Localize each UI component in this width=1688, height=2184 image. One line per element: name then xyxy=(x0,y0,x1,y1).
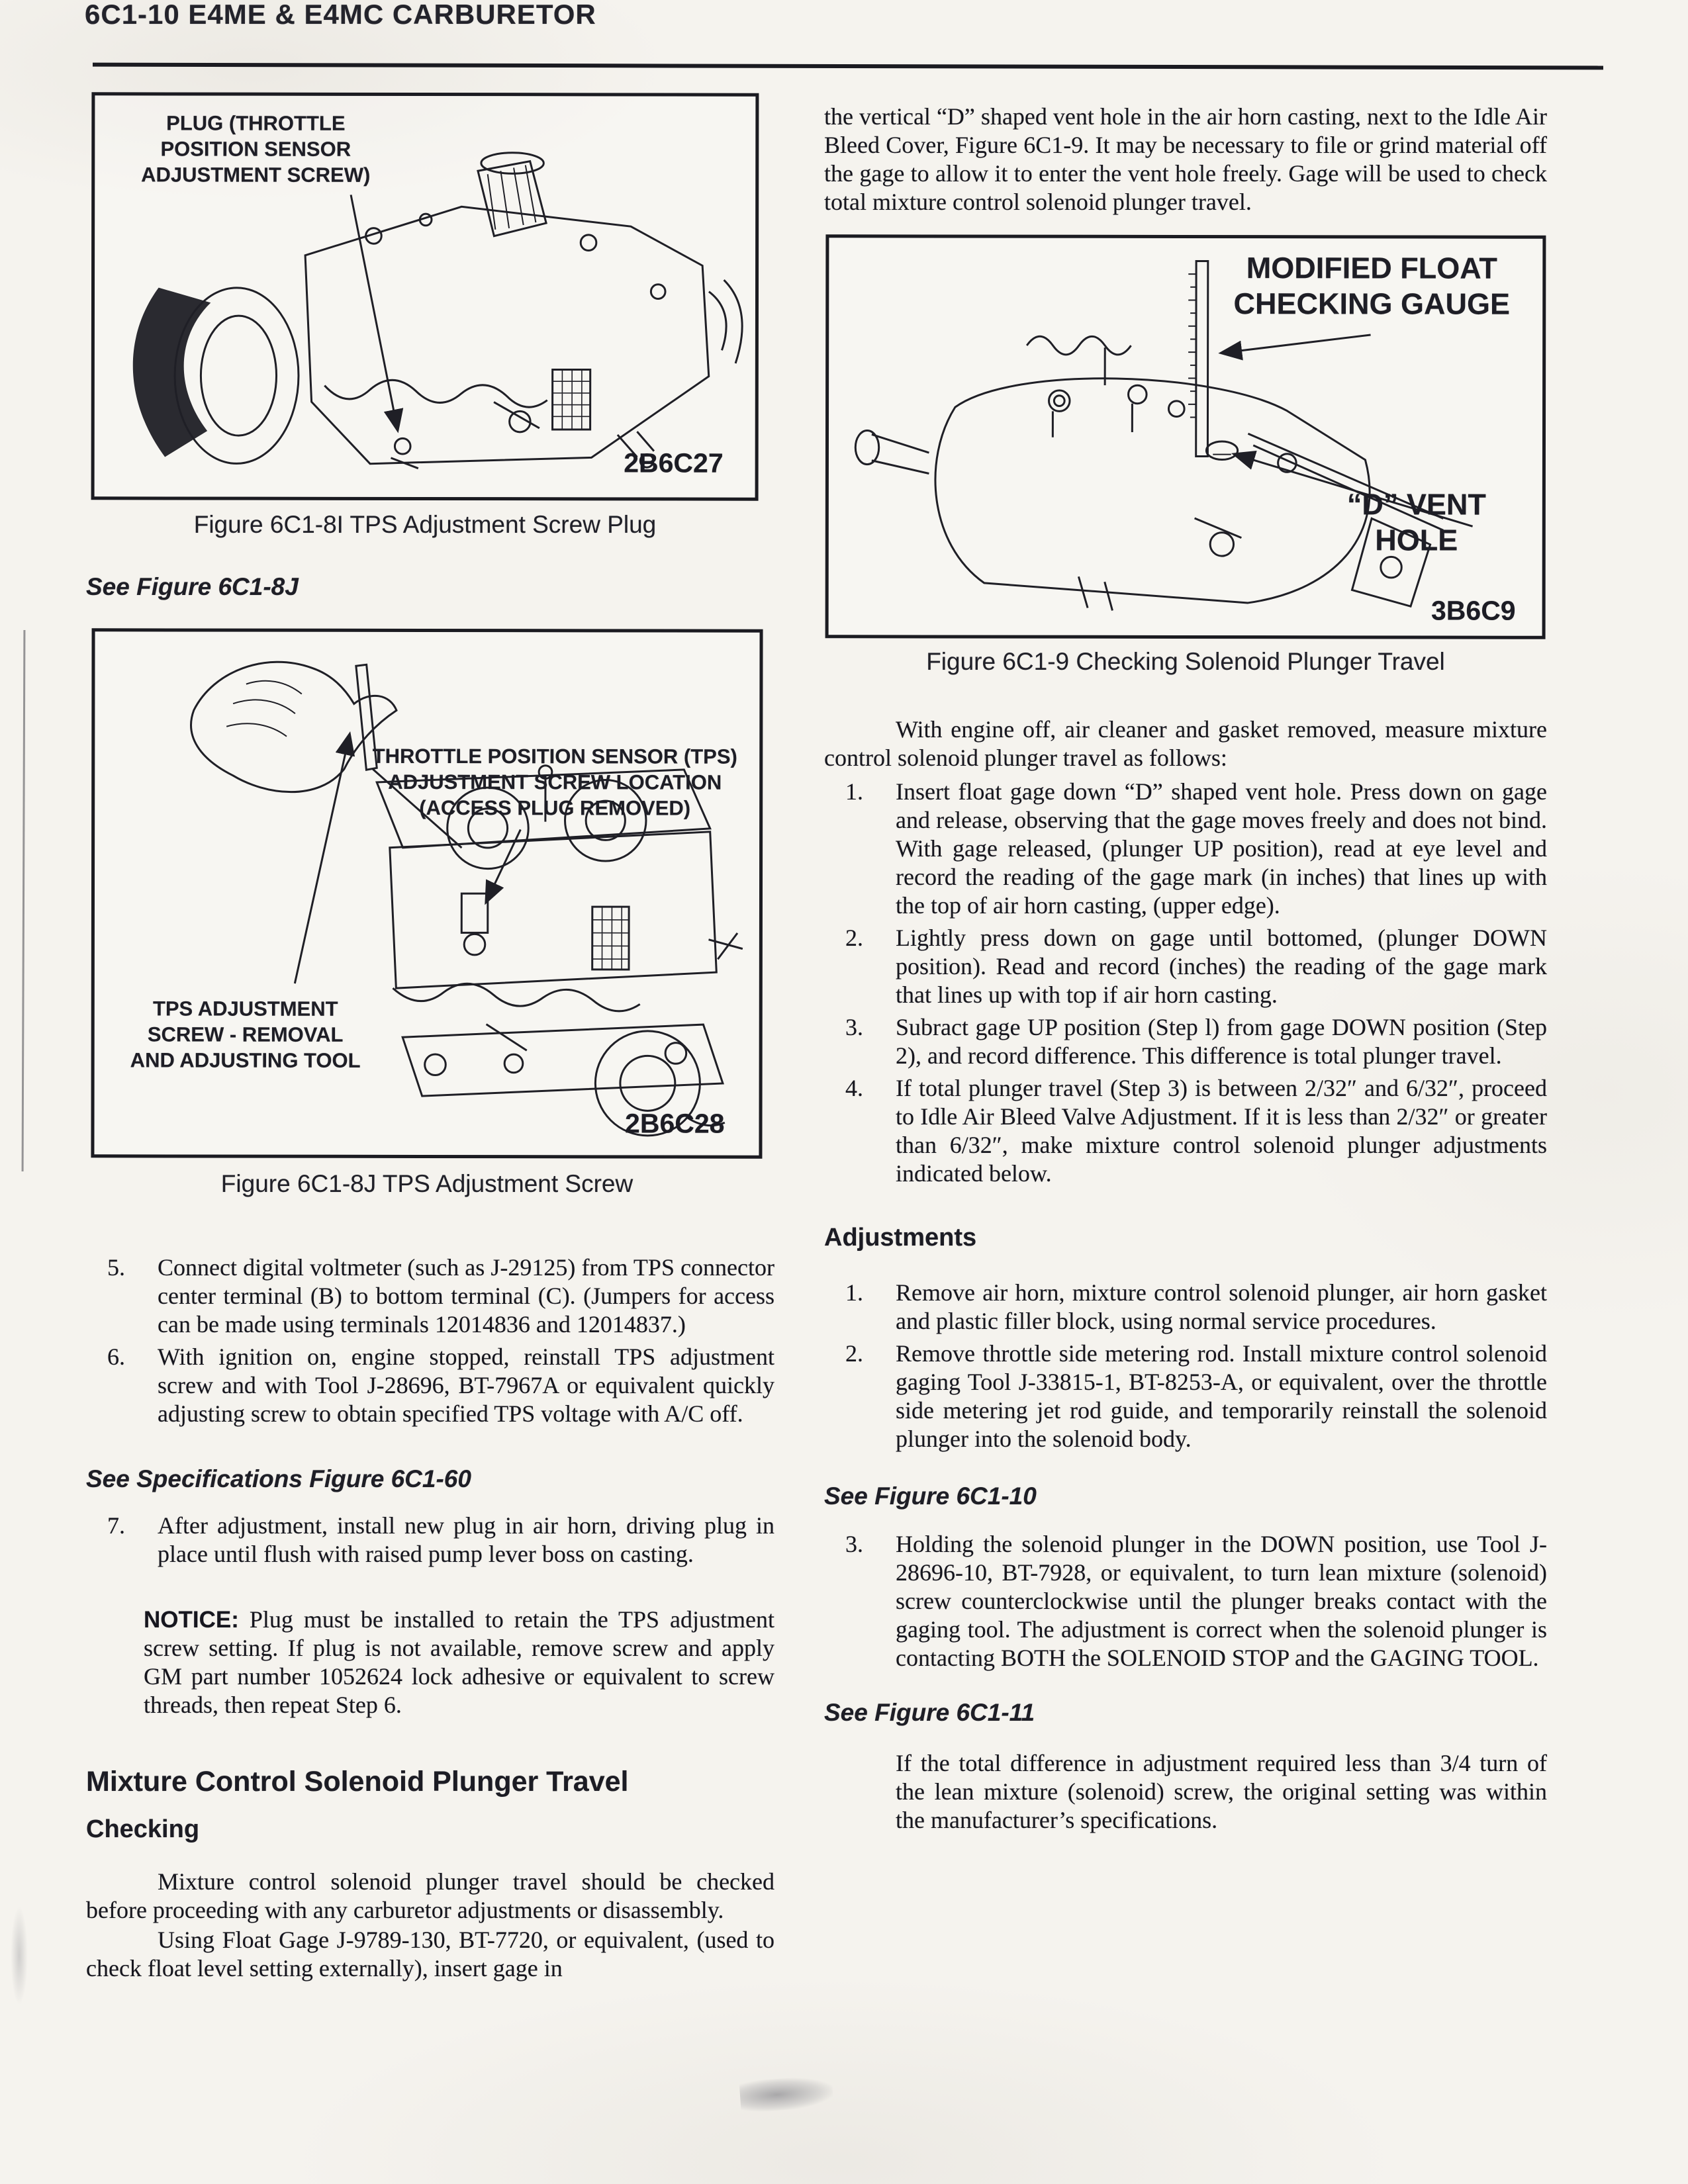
adjust-step-3 xyxy=(824,1530,1547,1672)
figure-6c1-8i xyxy=(91,92,759,500)
figure-8j-caption-wrap xyxy=(91,1170,763,1198)
figure-label-checking-gauge: MODIFIED FLOAT CHECKING GAUGE xyxy=(1233,251,1511,321)
check-step-2-text: Lightly press down on gage until bottomed, (plunger DOWN position). Read and record (inches) the reading of the gage mark that lines up with top if air horn casting. xyxy=(896,925,1547,1008)
see-figure-11-ref: See Figure 6C1-11 xyxy=(824,1699,1035,1726)
see-figure-8j-ref: See Figure 6C1-8J xyxy=(86,573,299,600)
page-header xyxy=(85,0,1011,46)
adjust-step-2 xyxy=(824,1340,1547,1453)
step-7-number: 7. xyxy=(107,1512,125,1539)
step-6-text: With ignition on, engine stopped, reinstall TPS adjustment screw and with Tool J-28696, BT-7967A or equivalent quickly adjusting screw to obtain specified TPS voltage with A/C off. xyxy=(158,1343,774,1427)
right-column xyxy=(824,103,1547,1835)
scan-smudge-left xyxy=(11,1906,28,2005)
figure-label-plug: PLUG (THROTTLE POSITION SENSOR ADJUSTMENT SCREW) xyxy=(141,111,371,187)
figure-label-d-vent-hole: “D” VENT HOLE xyxy=(1346,487,1486,557)
see-specifications-ref: See Specifications Figure 6C1-60 xyxy=(86,1465,471,1492)
notice-block xyxy=(144,1606,774,1719)
check-step-4-number: 4. xyxy=(845,1075,863,1101)
step-6-number: 6. xyxy=(107,1343,125,1370)
figure-8i-caption: Figure 6C1-8I TPS Adjustment Screw Plug xyxy=(193,511,657,538)
scan-edge-artifact xyxy=(22,630,26,1171)
scan-smudge xyxy=(739,2075,833,2113)
adjust-step-2-number: 2. xyxy=(845,1340,863,1367)
adjustment-steps-list xyxy=(824,1279,1547,1453)
checking-steps-list xyxy=(824,778,1547,1188)
figure-6c1-9 xyxy=(825,234,1546,639)
heading-adjustments: Adjustments xyxy=(824,1224,977,1251)
carburetor-line-art-tps-screw xyxy=(94,631,759,1155)
left-column xyxy=(86,93,774,1983)
check-step-1-text: Insert float gage down “D” shaped vent hole. Press down on gage and release, observing that the gage moves freely and does not bind. With gage released, (plunger UP position), read at eye level and record the reading of the gage mark (in inches) that lines up with the top of air horn casting, (upper edge). xyxy=(896,778,1547,919)
adjust-step-3-text: Holding the solenoid plunger in the DOWN position, use Tool J-28696-10, BT-7928, or equivalent, to turn lean mixture (solenoid) screw counterclockwise until the plunger breaks contact with the gaging tool. The adjustment is correct when the solenoid plunger is contacting BOTH the SOLENOID STOP and the GAGING TOOL. xyxy=(896,1531,1547,1671)
figure-9-caption: Figure 6C1-9 Checking Solenoid Plunger Travel xyxy=(926,648,1445,675)
figure-6c1-8j xyxy=(91,628,763,1158)
notice-label: NOTICE: xyxy=(144,1607,239,1633)
adjust-step-1-number: 1. xyxy=(845,1279,863,1306)
continued-paragraph: the vertical “D” shaped vent hole in the air horn casting, next to the Idle Air Bleed Cover, Figure 6C1-9. It may be necessary to file or grind material off the gage to allow it to enter the vent hole freely. Gage will be used to check total mixture control solenoid plunger travel. xyxy=(824,103,1547,215)
left-steps-list xyxy=(86,1253,774,1428)
figure-8j-caption: Figure 6C1-8J TPS Adjustment Screw xyxy=(220,1170,633,1197)
checking-paragraph-2: Using Float Gage J-9789-130, BT-7720, or equivalent, (used to check float level setting externally), insert gage in xyxy=(86,1927,774,1981)
adjust-step-3-number: 3. xyxy=(845,1531,863,1557)
check-step-3-text: Subract gage UP position (Step l) from gage DOWN position (Step 2), and record difference. This difference is total plunger travel. xyxy=(896,1014,1547,1069)
check-step-1 xyxy=(824,778,1547,920)
checking-paragraph-1: Mixture control solenoid plunger travel should be checked before proceeding with any carburetor adjustments or disassembly. xyxy=(86,1868,774,1923)
header-rule xyxy=(93,63,1603,70)
check-step-4 xyxy=(824,1074,1547,1188)
figure-label-tps-location: THROTTLE POSITION SENSOR (TPS) ADJUSTMENT SCREW LOCATION (ACCESS PLUG REMOVED) xyxy=(372,744,737,820)
adjust-step-2-text: Remove throttle side metering rod. Install mixture control solenoid gaging Tool J-33815-1, BT-8253-A, or equivalent, over the throttle side metering jet rod guide, and temporarily reinstall the solenoid plunger into the solenoid body. xyxy=(896,1340,1547,1452)
step-7-text: After adjustment, install new plug in air horn, driving plug in place until flush with raised pump lever boss on casting. xyxy=(158,1512,774,1567)
measure-paragraph: With engine off, air cleaner and gasket removed, measure mixture control solenoid plunger travel as follows: xyxy=(824,716,1547,771)
step-5-text: Connect digital voltmeter (such as J-29125) from TPS connector center terminal (B) to bottom terminal (C). (Jumpers for access can be made using terminals 12014836 and 12014837.) xyxy=(158,1254,774,1338)
figure-label-tps-tool: TPS ADJUSTMENT SCREW - REMOVAL AND ADJUSTING TOOL xyxy=(130,997,361,1072)
figure-code-2b6c28: 2B6C28 xyxy=(625,1108,725,1139)
figure-8i-caption-wrap xyxy=(91,511,759,539)
check-step-4-text: If total plunger travel (Step 3) is between 2/32″ and 6/32″, proceed to Idle Air Bleed Valve Adjustment. If it is less than 2/32″ or greater than 6/32″, make mixture control solenoid plunger adjustments indicated below. xyxy=(896,1075,1547,1187)
check-step-2-number: 2. xyxy=(845,925,863,951)
step-6 xyxy=(86,1343,774,1428)
notice-text: Plug must be installed to retain the TPS adjustment screw setting. If plug is not available, remove screw and apply GM part number 1052624 lock adhesive or equivalent to screw threads, then repeat Step 6. xyxy=(144,1606,774,1718)
heading-checking: Checking xyxy=(86,1815,200,1843)
step-5 xyxy=(86,1253,774,1339)
check-step-2 xyxy=(824,924,1547,1009)
final-paragraph: If the total difference in adjustment required less than 3/4 turn of the lean mixture (solenoid) screw, the original setting was within the manufacturer’s specifications. xyxy=(896,1750,1547,1833)
see-figure-10-ref: See Figure 6C1-10 xyxy=(824,1482,1037,1510)
check-step-3 xyxy=(824,1013,1547,1070)
step-7 xyxy=(86,1512,774,1569)
page-header-title: 6C1-10 E4ME & E4MC CARBURETOR xyxy=(85,0,596,30)
adjust-step-1-text: Remove air horn, mixture control solenoid plunger, air horn gasket and plastic filler block, using normal service procedures. xyxy=(896,1279,1547,1334)
figure-code-2b6c27: 2B6C27 xyxy=(624,447,724,478)
step-5-number: 5. xyxy=(107,1254,125,1281)
check-step-3-number: 3. xyxy=(845,1014,863,1040)
adjust-step-1 xyxy=(824,1279,1547,1336)
figure-9-caption-wrap xyxy=(825,648,1546,676)
check-step-1-number: 1. xyxy=(845,778,863,805)
heading-mixture-control: Mixture Control Solenoid Plunger Travel xyxy=(86,1766,629,1797)
figure-code-3b6c9: 3B6C9 xyxy=(1430,595,1516,626)
